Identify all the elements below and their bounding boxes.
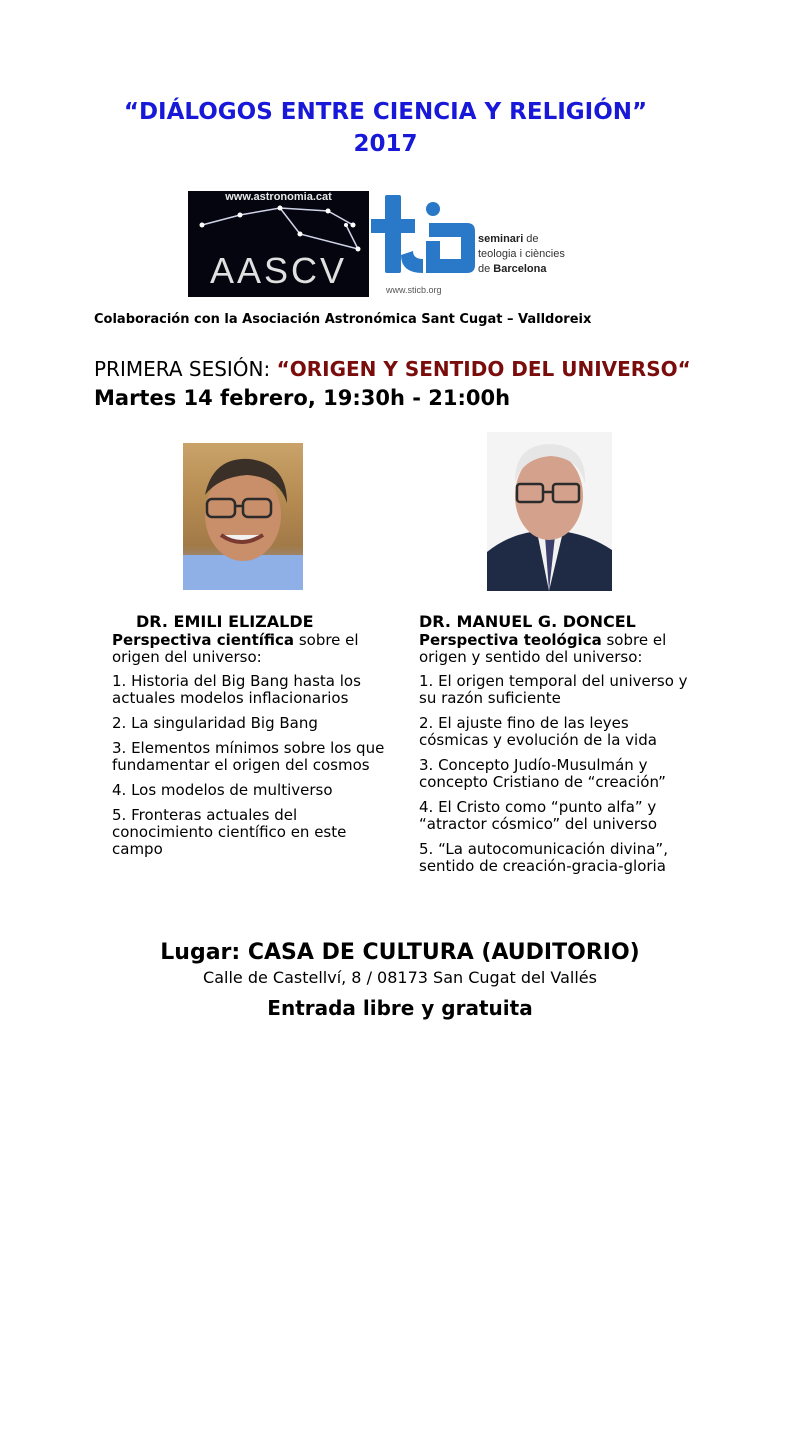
topic-item: 5. “La autocomunicación divina”, sentido de creación-gracia-gloria: [419, 840, 668, 875]
portrait-icon: [183, 443, 303, 590]
speaker-perspective: Perspectiva teológica sobre el origen y sentido del universo:: [419, 631, 667, 666]
session-prefix: PRIMERA SESIÓN:: [94, 357, 277, 381]
aascv-logo: [188, 191, 369, 297]
sticb-emblem-icon: [371, 195, 476, 283]
topic-item: 2. El ajuste fino de las leyes cósmicas y evolución de la vida: [419, 714, 657, 749]
sticb-text: seminari de teologia i ciències de Barcelona: [478, 233, 565, 275]
speaker-name: DR. EMILI ELIZALDE: [136, 612, 314, 631]
topic-item: 1. Historia del Big Bang hasta los actuales modelos inflacionarios: [112, 672, 361, 707]
topic-item: 1. El origen temporal del universo y su razón suficiente: [419, 672, 688, 707]
speaker-photo-doncel: [487, 432, 612, 591]
speaker-column-doncel: [419, 612, 699, 883]
aascv-url: www.astronomia.cat: [225, 191, 332, 203]
entry-note: Entrada libre y gratuita: [267, 996, 533, 1020]
topic-item: 5. Fronteras actuales del conocimiento científico en este campo: [112, 806, 347, 858]
topic-item: 4. Los modelos de multiverso: [112, 781, 333, 799]
topic-item: 2. La singularidad Big Bang: [112, 714, 318, 732]
session-title: “ORIGEN Y SENTIDO DEL UNIVERSO“: [276, 357, 691, 381]
session-date: Martes 14 febrero, 19:30h - 21:00h: [94, 386, 511, 410]
speaker-column-elizalde: [112, 612, 392, 866]
session-heading: [94, 357, 691, 381]
collaboration-note: Colaboración con la Asociación Astronómica Sant Cugat – Valldoreix: [94, 312, 592, 327]
venue-address: Calle de Castellví, 8 / 08173 San Cugat del Vallés: [203, 968, 597, 987]
topic-item: 4. El Cristo como “punto alfa” y “atractor cósmico” del universo: [419, 798, 658, 833]
venue-place: Lugar: CASA DE CULTURA (AUDITORIO): [160, 940, 640, 965]
event-title: “DIÁLOGOS ENTRE CIENCIA Y RELIGIÓN”: [123, 99, 648, 125]
aascv-brand: AASCV: [209, 250, 348, 291]
speaker-perspective: Perspectiva científica sobre el origen del universo:: [112, 631, 359, 666]
sticb-url: www.sticb.org: [386, 285, 442, 295]
speaker-photo-elizalde: [183, 443, 303, 590]
portrait-icon: [487, 432, 612, 591]
topic-item: 3. Concepto Judío-Musulmán y concepto Cristiano de “creación”: [419, 756, 666, 791]
speaker-name: DR. MANUEL G. DONCEL: [419, 612, 636, 631]
topic-item: 3. Elementos mínimos sobre los que fundamentar el origen del cosmos: [112, 739, 385, 774]
sticb-logo: [371, 195, 601, 299]
event-year: 2017: [353, 131, 418, 157]
